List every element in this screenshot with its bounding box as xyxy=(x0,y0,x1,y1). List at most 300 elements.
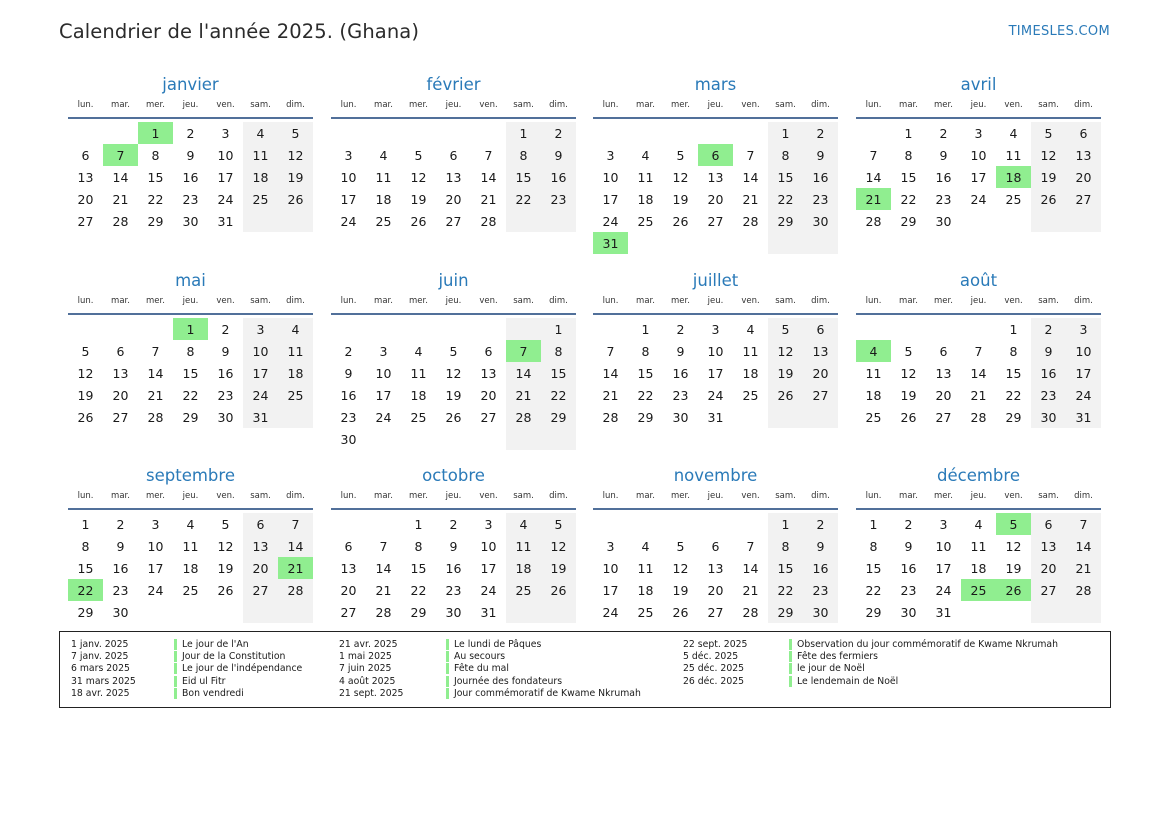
legend-holiday-name: Le jour de l'indépendance xyxy=(182,663,303,675)
weekend-day-cell: 10 xyxy=(1066,340,1101,362)
day-cell: 29 xyxy=(182,409,199,425)
weekday-header: lun. xyxy=(865,491,882,501)
weekend-day-cell: 23 xyxy=(1031,384,1066,406)
day-cell: 13 xyxy=(480,365,497,381)
day-cell: 27 xyxy=(445,213,462,229)
holiday-day-cell: 4 xyxy=(856,340,891,362)
weekend-day-cell: 28 xyxy=(1066,579,1101,601)
legend-date: 6 mars 2025 xyxy=(71,663,130,675)
month-block xyxy=(331,465,576,623)
holiday-marker xyxy=(789,676,792,687)
day-cell: 1 xyxy=(641,321,650,337)
legend-entry xyxy=(339,675,641,687)
day-cell: 14 xyxy=(742,560,759,576)
month-day-grid xyxy=(331,318,576,450)
weekend-day-cell: 8 xyxy=(768,144,803,166)
day-cell: 22 xyxy=(1005,387,1022,403)
holiday-marker xyxy=(789,663,792,674)
day-cell: 2 xyxy=(344,343,353,359)
legend-holiday-name: Journée des fondateurs xyxy=(454,675,563,687)
weekend-day-cell: 9 xyxy=(803,535,838,557)
day-cell: 11 xyxy=(742,343,759,359)
empty-cell xyxy=(996,210,1031,232)
day-cell: 19 xyxy=(672,582,689,598)
legend-entry xyxy=(683,638,1058,650)
weekday-header: mer. xyxy=(146,100,165,110)
empty-cell xyxy=(366,513,401,535)
weekday-header-row xyxy=(331,97,576,117)
legend-holiday-name: Eid ul Fitr xyxy=(182,675,226,687)
weekday-header: jeu. xyxy=(445,491,462,501)
header-divider xyxy=(331,508,576,510)
day-cell: 21 xyxy=(375,582,392,598)
weekend-day-cell: 6 xyxy=(1031,513,1066,535)
empty-cell xyxy=(331,122,366,144)
day-cell: 11 xyxy=(970,538,987,554)
empty-cell xyxy=(331,513,366,535)
weekday-header: dim. xyxy=(811,491,830,501)
day-cell: 9 xyxy=(186,147,195,163)
empty-cell xyxy=(436,318,471,340)
legend-column xyxy=(683,638,1058,688)
empty-cell xyxy=(471,318,506,340)
weekend-day-cell: 20 xyxy=(803,362,838,384)
day-cell: 26 xyxy=(672,604,689,620)
day-cell: 28 xyxy=(970,409,987,425)
day-cell: 17 xyxy=(602,191,619,207)
day-cell: 23 xyxy=(112,582,129,598)
month-block xyxy=(593,74,838,254)
day-cell: 31 xyxy=(217,213,234,229)
weekend-day-cell: 30 xyxy=(803,601,838,623)
day-cell: 11 xyxy=(637,560,654,576)
day-cell: 12 xyxy=(217,538,234,554)
empty-cell xyxy=(278,210,313,232)
weekday-header: sam. xyxy=(1038,296,1059,306)
legend-entry xyxy=(71,663,302,675)
day-cell: 9 xyxy=(904,538,913,554)
weekend-day-cell: 16 xyxy=(1031,362,1066,384)
day-cell: 4 xyxy=(186,516,195,532)
day-cell: 21 xyxy=(480,191,497,207)
day-cell: 15 xyxy=(1005,365,1022,381)
day-cell: 8 xyxy=(81,538,90,554)
weekend-day-cell: 9 xyxy=(1031,340,1066,362)
holiday-legend xyxy=(59,631,1111,708)
day-cell: 9 xyxy=(116,538,125,554)
weekend-day-cell: 31 xyxy=(243,406,278,428)
empty-cell xyxy=(733,232,768,254)
empty-cell xyxy=(366,318,401,340)
weekend-day-cell: 3 xyxy=(243,318,278,340)
empty-cell xyxy=(733,122,768,144)
day-cell: 13 xyxy=(112,365,129,381)
weekday-header-row xyxy=(593,97,838,117)
weekday-header: mar. xyxy=(636,100,655,110)
weekend-day-cell: 27 xyxy=(1031,579,1066,601)
legend-holiday-name: Le jour de l'An xyxy=(182,638,249,650)
day-cell: 19 xyxy=(445,387,462,403)
day-cell: 13 xyxy=(77,169,94,185)
month-name: août xyxy=(959,271,998,290)
weekday-header: jeu. xyxy=(445,100,462,110)
empty-cell xyxy=(1031,601,1066,623)
header-divider xyxy=(68,508,313,510)
day-cell: 8 xyxy=(151,147,160,163)
empty-cell xyxy=(856,122,891,144)
weekday-header: ven. xyxy=(741,296,760,306)
month-name: septembre xyxy=(146,466,235,485)
weekday-header: mer. xyxy=(671,296,690,306)
holiday-marker xyxy=(446,676,449,687)
weekday-header: sam. xyxy=(513,491,534,501)
day-cell: 16 xyxy=(900,560,917,576)
day-cell: 23 xyxy=(217,387,234,403)
legend-entry xyxy=(339,638,641,650)
weekend-day-cell: 5 xyxy=(1031,122,1066,144)
day-cell: 20 xyxy=(707,191,724,207)
weekend-day-cell: 28 xyxy=(278,579,313,601)
weekend-day-cell: 3 xyxy=(1066,318,1101,340)
empty-cell xyxy=(541,428,576,450)
day-cell: 15 xyxy=(637,365,654,381)
day-cell: 30 xyxy=(445,604,462,620)
day-cell: 25 xyxy=(410,409,427,425)
holiday-day-cell: 31 xyxy=(593,232,628,254)
weekend-day-cell: 6 xyxy=(243,513,278,535)
day-cell: 23 xyxy=(182,191,199,207)
legend-entry xyxy=(683,650,1058,662)
weekend-day-cell: 6 xyxy=(803,318,838,340)
legend-date: 31 mars 2025 xyxy=(71,675,136,687)
day-cell: 18 xyxy=(375,191,392,207)
day-cell: 17 xyxy=(147,560,164,576)
day-cell: 27 xyxy=(340,604,357,620)
day-cell: 23 xyxy=(900,582,917,598)
weekday-header: mer. xyxy=(671,100,690,110)
empty-cell xyxy=(506,318,541,340)
day-cell: 28 xyxy=(147,409,164,425)
empty-cell xyxy=(278,406,313,428)
day-cell: 13 xyxy=(340,560,357,576)
weekend-day-cell: 30 xyxy=(1031,406,1066,428)
day-cell: 3 xyxy=(711,321,720,337)
day-cell: 8 xyxy=(186,343,195,359)
holiday-day-cell: 5 xyxy=(996,513,1031,535)
day-cell: 22 xyxy=(865,582,882,598)
weekend-day-cell: 12 xyxy=(278,144,313,166)
weekend-day-cell: 2 xyxy=(1031,318,1066,340)
day-cell: 12 xyxy=(410,169,427,185)
day-cell: 7 xyxy=(746,147,755,163)
holiday-day-cell: 1 xyxy=(173,318,208,340)
legend-column xyxy=(71,638,302,700)
month-name: janvier xyxy=(162,75,219,94)
empty-cell xyxy=(138,318,173,340)
day-cell: 7 xyxy=(151,343,160,359)
weekend-day-cell: 2 xyxy=(803,122,838,144)
empty-cell xyxy=(803,406,838,428)
legend-holiday-name: Le lendemain de Noël xyxy=(797,675,899,687)
weekend-day-cell: 15 xyxy=(768,166,803,188)
weekend-day-cell: 21 xyxy=(506,384,541,406)
month-name: avril xyxy=(960,75,997,94)
weekday-header: mer. xyxy=(409,100,428,110)
weekday-header: dim. xyxy=(286,491,305,501)
day-cell: 30 xyxy=(112,604,129,620)
header-divider xyxy=(593,117,838,119)
day-cell: 22 xyxy=(147,191,164,207)
month-name: octobre xyxy=(422,466,485,485)
empty-cell xyxy=(663,232,698,254)
holiday-day-cell: 22 xyxy=(68,579,103,601)
weekday-header: ven. xyxy=(1004,100,1023,110)
weekend-day-cell: 8 xyxy=(506,144,541,166)
month-block xyxy=(68,465,313,623)
day-cell: 15 xyxy=(410,560,427,576)
weekend-day-cell: 25 xyxy=(243,188,278,210)
day-cell: 24 xyxy=(970,191,987,207)
weekend-day-cell: 18 xyxy=(506,557,541,579)
day-cell: 17 xyxy=(707,365,724,381)
legend-entry xyxy=(339,663,641,675)
day-cell: 28 xyxy=(865,213,882,229)
day-cell: 24 xyxy=(707,387,724,403)
day-cell: 11 xyxy=(637,169,654,185)
weekday-header: lun. xyxy=(865,100,882,110)
weekend-day-cell: 19 xyxy=(1031,166,1066,188)
day-cell: 15 xyxy=(147,169,164,185)
weekday-header: lun. xyxy=(865,296,882,306)
weekday-header: sam. xyxy=(513,100,534,110)
day-cell: 8 xyxy=(904,147,913,163)
weekday-header: sam. xyxy=(775,491,796,501)
empty-cell xyxy=(243,601,278,623)
empty-cell xyxy=(103,122,138,144)
day-cell: 14 xyxy=(602,365,619,381)
day-cell: 29 xyxy=(1005,409,1022,425)
month-block xyxy=(331,74,576,232)
weekday-header: mar. xyxy=(374,491,393,501)
weekday-header: sam. xyxy=(250,100,271,110)
empty-cell xyxy=(926,318,961,340)
weekday-header: jeu. xyxy=(707,100,724,110)
weekday-header: sam. xyxy=(250,491,271,501)
weekend-day-cell: 14 xyxy=(278,535,313,557)
holiday-marker xyxy=(174,663,177,674)
legend-date: 1 mai 2025 xyxy=(339,651,392,663)
day-cell: 30 xyxy=(340,431,357,447)
legend-date: 1 janv. 2025 xyxy=(71,638,129,650)
day-cell: 18 xyxy=(865,387,882,403)
day-cell: 25 xyxy=(182,582,199,598)
empty-cell xyxy=(768,232,803,254)
weekend-day-cell: 13 xyxy=(1031,535,1066,557)
month-block xyxy=(593,465,838,623)
month-day-grid xyxy=(68,318,313,428)
day-cell: 24 xyxy=(147,582,164,598)
month-day-grid xyxy=(856,318,1101,428)
holiday-marker xyxy=(446,688,449,699)
day-cell: 27 xyxy=(480,409,497,425)
day-cell: 20 xyxy=(445,191,462,207)
header-divider xyxy=(68,313,313,315)
day-cell: 11 xyxy=(865,365,882,381)
day-cell: 7 xyxy=(869,147,878,163)
day-cell: 12 xyxy=(900,365,917,381)
day-cell: 6 xyxy=(711,538,720,554)
weekday-header: mer. xyxy=(934,296,953,306)
day-cell: 21 xyxy=(602,387,619,403)
month-block xyxy=(68,270,313,428)
day-cell: 24 xyxy=(935,582,952,598)
weekend-day-cell: 24 xyxy=(243,384,278,406)
legend-holiday-name: Bon vendredi xyxy=(182,688,244,700)
holiday-marker xyxy=(174,639,177,650)
weekday-header: mar. xyxy=(374,100,393,110)
empty-cell xyxy=(401,318,436,340)
weekday-header-row xyxy=(331,293,576,313)
weekend-day-cell: 13 xyxy=(1066,144,1101,166)
day-cell: 10 xyxy=(935,538,952,554)
day-cell: 13 xyxy=(707,560,724,576)
day-cell: 19 xyxy=(410,191,427,207)
weekend-day-cell: 25 xyxy=(278,384,313,406)
day-cell: 1 xyxy=(1009,321,1018,337)
day-cell: 27 xyxy=(935,409,952,425)
day-cell: 10 xyxy=(340,169,357,185)
weekend-day-cell: 1 xyxy=(768,122,803,144)
day-cell: 20 xyxy=(707,582,724,598)
weekday-header: ven. xyxy=(216,100,235,110)
month-name: décembre xyxy=(937,466,1020,485)
weekend-day-cell: 29 xyxy=(541,406,576,428)
weekend-day-cell: 15 xyxy=(541,362,576,384)
legend-date: 4 août 2025 xyxy=(339,675,396,687)
empty-cell xyxy=(173,601,208,623)
weekday-header: mar. xyxy=(636,296,655,306)
day-cell: 6 xyxy=(449,147,458,163)
day-cell: 30 xyxy=(900,604,917,620)
legend-date: 25 déc. 2025 xyxy=(683,663,745,675)
day-cell: 26 xyxy=(77,409,94,425)
empty-cell xyxy=(471,428,506,450)
empty-cell xyxy=(961,318,996,340)
header-divider xyxy=(593,508,838,510)
day-cell: 9 xyxy=(449,538,458,554)
empty-cell xyxy=(506,210,541,232)
empty-cell xyxy=(1066,210,1101,232)
day-cell: 2 xyxy=(221,321,230,337)
day-cell: 16 xyxy=(935,169,952,185)
day-cell: 27 xyxy=(707,604,724,620)
weekend-day-cell: 11 xyxy=(243,144,278,166)
legend-date: 21 avr. 2025 xyxy=(339,638,398,650)
day-cell: 17 xyxy=(480,560,497,576)
weekend-day-cell: 8 xyxy=(768,535,803,557)
day-cell: 1 xyxy=(904,125,913,141)
weekday-header: jeu. xyxy=(707,296,724,306)
day-cell: 19 xyxy=(77,387,94,403)
weekday-header-row xyxy=(331,488,576,508)
day-cell: 27 xyxy=(77,213,94,229)
weekday-header: mar. xyxy=(899,100,918,110)
day-cell: 14 xyxy=(375,560,392,576)
weekday-header: lun. xyxy=(340,296,357,306)
day-cell: 25 xyxy=(865,409,882,425)
day-cell: 11 xyxy=(1005,147,1022,163)
day-cell: 20 xyxy=(480,387,497,403)
empty-cell xyxy=(593,318,628,340)
day-cell: 13 xyxy=(707,169,724,185)
day-cell: 5 xyxy=(414,147,423,163)
day-cell: 28 xyxy=(375,604,392,620)
weekend-day-cell: 19 xyxy=(541,557,576,579)
day-cell: 28 xyxy=(742,213,759,229)
day-cell: 10 xyxy=(602,560,619,576)
day-cell: 31 xyxy=(480,604,497,620)
empty-cell xyxy=(366,122,401,144)
day-cell: 24 xyxy=(375,409,392,425)
weekend-day-cell: 9 xyxy=(803,144,838,166)
empty-cell xyxy=(698,122,733,144)
weekend-day-cell: 10 xyxy=(243,340,278,362)
weekday-header-row xyxy=(68,97,313,117)
weekday-header: ven. xyxy=(479,100,498,110)
weekday-header: jeu. xyxy=(182,296,199,306)
weekend-day-cell: 21 xyxy=(1066,557,1101,579)
weekday-header: sam. xyxy=(250,296,271,306)
weekend-day-cell: 2 xyxy=(541,122,576,144)
empty-cell xyxy=(733,406,768,428)
day-cell: 24 xyxy=(602,604,619,620)
empty-cell xyxy=(436,122,471,144)
day-cell: 17 xyxy=(970,169,987,185)
legend-entry xyxy=(683,663,1058,675)
day-cell: 3 xyxy=(606,538,615,554)
weekday-header-row xyxy=(856,488,1101,508)
weekday-header-row xyxy=(856,97,1101,117)
weekend-day-cell: 5 xyxy=(541,513,576,535)
day-cell: 29 xyxy=(147,213,164,229)
empty-cell xyxy=(891,318,926,340)
empty-cell xyxy=(803,232,838,254)
day-cell: 14 xyxy=(970,365,987,381)
day-cell: 12 xyxy=(77,365,94,381)
empty-cell xyxy=(961,210,996,232)
weekend-day-cell: 7 xyxy=(1066,513,1101,535)
empty-cell xyxy=(628,232,663,254)
weekend-day-cell: 17 xyxy=(1066,362,1101,384)
weekend-day-cell: 18 xyxy=(278,362,313,384)
day-cell: 21 xyxy=(112,191,129,207)
empty-cell xyxy=(856,318,891,340)
day-cell: 10 xyxy=(375,365,392,381)
empty-cell xyxy=(541,601,576,623)
day-cell: 3 xyxy=(939,516,948,532)
day-cell: 12 xyxy=(445,365,462,381)
day-cell: 17 xyxy=(935,560,952,576)
weekday-header: mer. xyxy=(409,491,428,501)
weekday-header: lun. xyxy=(77,491,94,501)
weekday-header: ven. xyxy=(741,491,760,501)
weekend-day-cell: 13 xyxy=(243,535,278,557)
legend-date: 22 sept. 2025 xyxy=(683,638,748,650)
brand-link[interactable]: TIMESLES.COM xyxy=(1008,24,1110,39)
month-block xyxy=(856,74,1101,232)
day-cell: 6 xyxy=(344,538,353,554)
weekend-day-cell: 19 xyxy=(278,166,313,188)
